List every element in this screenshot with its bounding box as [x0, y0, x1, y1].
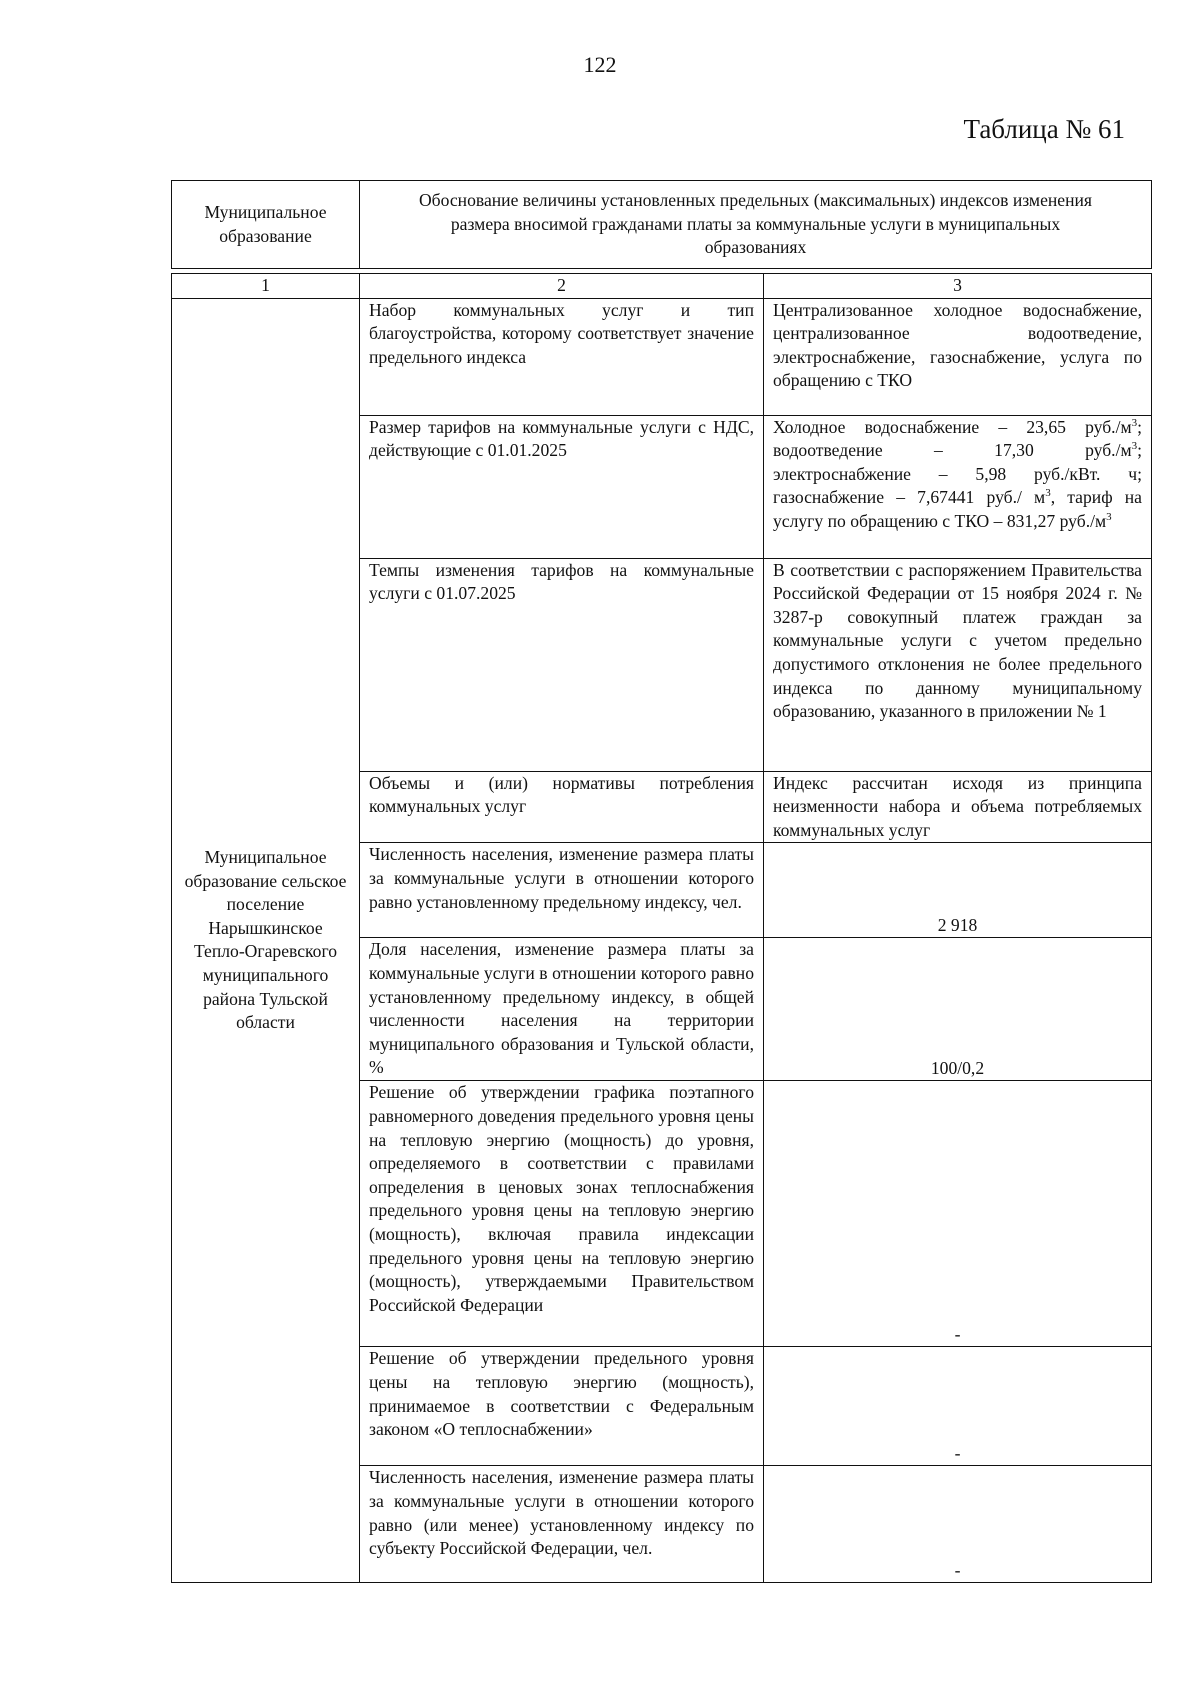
column-number-1: 1 [172, 274, 360, 299]
superscript: 3 [1106, 511, 1112, 524]
row-param: Доля населения, изменение размера платы за коммунальные услуги в отношении которого равно установленному предельному индексу, в общей численности населения на территории муниципального образования и Тульской области, % [360, 938, 764, 1081]
header-justification: Обоснование величины установленных предельных (максимальных) индексов изменения размера вносимой гражданами платы за коммунальные услуги в муниципальных образованиях [360, 181, 1152, 269]
superscript: 3 [1131, 440, 1138, 453]
column-number-3: 3 [764, 274, 1152, 299]
row-param: Темпы изменения тарифов на коммунальные услуги с 01.07.2025 [360, 558, 764, 771]
row-value: Индекс рассчитан исходя из принципа неизменности набора и объема потребляемых коммунальных услуг [764, 771, 1152, 843]
superscript: 3 [1045, 487, 1051, 500]
column-number-2: 2 [360, 274, 764, 299]
header-municipality: Муниципальное образование [172, 181, 360, 269]
header-table [171, 180, 1152, 269]
tariff-waste: , тариф на услугу по обращению с ТКО – 831,27 руб./м [773, 487, 1142, 531]
header-row [172, 181, 1152, 269]
row-value: - [764, 1081, 1152, 1347]
row-value: В соответствии с распоряжением Правительства Российской Федерации от 15 ноября 2024 г. № 3287-р совокупный платеж граждан за коммунальные услуги с учетом предельно допустимого отклонения не более предельного индекса по данному муниципальному образованию, указанного в приложении № 1 [764, 558, 1152, 771]
tariff-water: Холодное водоснабжение – 23,65 руб./м [773, 416, 1132, 437]
row-value: - [764, 1466, 1152, 1583]
tariff-electricity-gas: ; электроснабжение – 5,98 руб./кВт. ч; газоснабжение – 7,67441 руб./ м [773, 440, 1142, 508]
table-row [172, 298, 1152, 415]
superscript: 3 [1131, 416, 1138, 429]
row-param: Решение об утверждении графика поэтапного равномерного доведения предельного уровня цены на тепловую энергию (мощность) до уровня, определяемого в соответствии с правилами определения в ценовых зонах теплоснабжения предельного уровня цены на тепловую энергию (мощность), включая правила индексации предельного уровня цены на тепловую энергию (мощность), утверждаемыми Правительством Российской Федерации [360, 1081, 764, 1347]
row-param: Набор коммунальных услуг и тип благоустройства, которому соответствует значение предельного индекса [360, 298, 764, 415]
row-value: 100/0,2 [764, 938, 1152, 1081]
row-param: Размер тарифов на коммунальные услуги с НДС, действующие с 01.01.2025 [360, 415, 764, 558]
column-number-row [172, 274, 1152, 299]
row-param: Численность населения, изменение размера платы за коммунальные услуги в отношении которого равно (или менее) установленному индексу по субъекту Российской Федерации, чел. [360, 1466, 764, 1583]
page-number: 122 [583, 52, 617, 77]
row-param: Решение об утверждении предельного уровня цены на тепловую энергию (мощность), принимаемое в соответствии с Федеральным законом «О теплоснабжении» [360, 1347, 764, 1466]
row-value: - [764, 1347, 1152, 1466]
row-value [764, 415, 1152, 558]
table-title: Таблица № 61 [963, 114, 1125, 144]
row-param: Объемы и (или) нормативы потребления коммунальных услуг [360, 771, 764, 843]
data-table [171, 273, 1152, 1583]
municipality-cell: Муниципальное образование сельское поселение Нарышкинское Тепло-Огаревского муниципального района Тульской области [172, 298, 360, 1583]
row-value: 2 918 [764, 843, 1152, 938]
tariff-drainage: ; водоотведение – 17,30 руб./м [773, 416, 1142, 461]
row-param: Численность населения, изменение размера платы за коммунальные услуги в отношении которого равно установленному предельному индексу, чел. [360, 843, 764, 938]
row-value: Централизованное холодное водоснабжение, централизованное водоотведение, электроснабжение, газоснабжение, услуга по обращению с ТКО [764, 298, 1152, 415]
